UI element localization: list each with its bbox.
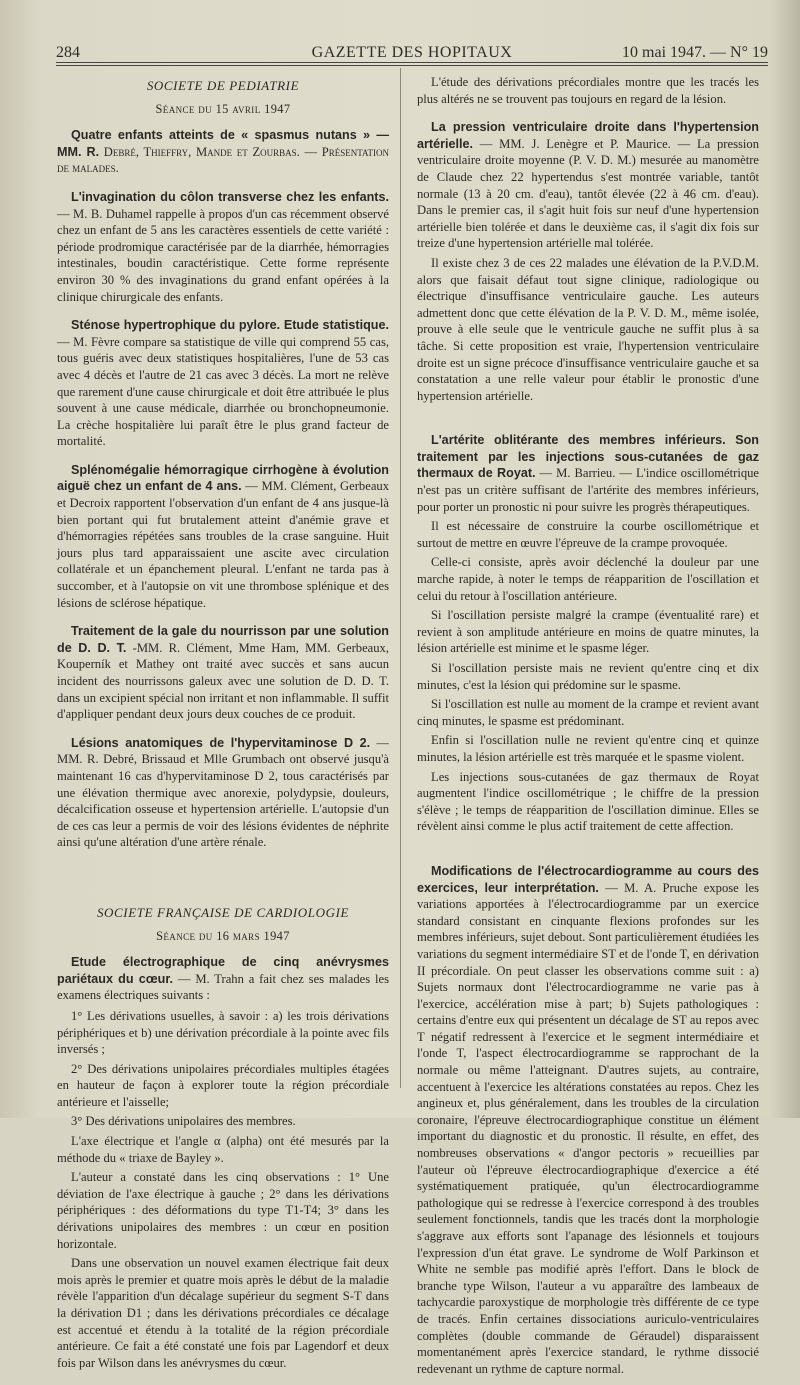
paragraph: Enfin si l'oscillation nulle ne revient qu'entre cinq et quinze minutes, la lésion artérielle est très marquée et le spasme violent. (417, 733, 759, 764)
session-date: Séance du 15 avril 1947 (155, 101, 291, 116)
article-body: -MM. R. Clément, Mme Ham, MM. Gerbeaux, Kouperník et Mathey ont traité avec succès et sans aucun incident des nourrissons galeux avec une solution de D. D. T. dans un excipient spécial non irritant et non inflammable. Il suffit d'appliquer pendant deux jours deux couches de ce produit. (57, 640, 389, 722)
article (417, 432, 759, 515)
page-number: 284 (56, 44, 80, 61)
article-title: Traitement de la gale du nourrisson par une solution de D. D. T. (57, 624, 389, 655)
article-body: — M. Fèvre compare sa statistique de ville qui comprend 55 cas, tous guéris avec deux statistiques hospitalières, l'une de 53 cas avec 4 décès et l'autre de 21 cas avec 3 décès. La mort ne relève que rarement d'une cause chirurgicale et doit être attribuée le plus souvent à une cause médicale, diarrhée ou bronchopneumonie. La crèche hospitalière lui paraît être le plus grand facteur de mortalité. (57, 334, 389, 449)
paragraph: Si l'oscillation est nulle au moment de la crampe et revient avant cinq minutes, le spasme est prédominant. (417, 697, 759, 728)
article-body: — MM. R. Debré, Brissaud et Mlle Grumbach ont observé jusqu'à maintenant 16 cas d'hypervitaminose D 2, tous caractérisés par une élévation thermique avec anorexie, polydypsie, douleurs, décalcification osseuse et hypertension artérielle. L'autopsie d'un de ces cas leur a permis de voir des lésions évidentes de néphrite ainsi qu'une altération d'une artère rénale. (57, 735, 389, 850)
article-title: Sténose hypertrophique du pylore. Etude statistique. (71, 318, 389, 333)
list-item: 2° Des dérivations unipolaires précordiales multiples étagées en hauteur de façon à explorer toute la région précordiale antérieure et l'aisselle; (57, 1061, 389, 1109)
article (57, 462, 389, 611)
article (417, 863, 759, 1377)
article (57, 127, 389, 177)
article (57, 735, 389, 851)
paragraph: Dans une observation un nouvel examen électrique fait deux mois après le premier et quatre mois après le début de la maladie révèle l'apparition d'un décalage supérieur du segment S-T dans la dérivation D1 ; dans les dérivations précordiales ce décalage est accentué et étendu à la totalité de la région précordiale antérieure. Ce fait a été constaté une fois par Lagendorf et deux fois par Wilson dans les anévrysmes du cœur. (57, 1256, 389, 1370)
paragraph: Celle-ci consiste, après avoir déclenché la douleur par une marche rapide, à noter le temps de réapparition de l'oscillation et celui du retour à l'oscillation antérieure. (417, 555, 759, 603)
paragraph: Si l'oscillation persiste mais ne revient qu'entre cinq et dix minutes, c'est la lésion qui prédomine sur le spasme. (417, 661, 759, 692)
article (417, 119, 759, 252)
column-divider (400, 68, 401, 1088)
left-column (57, 74, 389, 1374)
article-title: L'artérite oblitérante des membres inférieurs. Son traitement par les injections sous-cutanées de gaz thermaux de Royat. (417, 433, 759, 481)
paragraph: Les injections sous-cutanées de gaz thermaux de Royat augmentent l'indice oscillométrique ; le chiffre de la pression s'élève ; le temps de réapparition de l'oscillation diminue. Elles se révèlent ainsi comme le plus actif traitement de cette affection. (417, 769, 759, 834)
article (57, 623, 389, 723)
article-body: — MM. Clément, Gerbeaux et Decroix rapportent l'observation d'un enfant de 4 ans jusque-là bien portant qui fut brutalement atteint d'anémie grave et d'hémorragies répétées sans troubles de la crase sanguine. Huit jours plus tard apparaissaient une ascite avec circulation collatérale et un épanchement pleural. L'enfant ne tarda pas à succomber, et à l'autopsie on vit une thrombose splénique et des lésions de sclérose hépatique. (57, 479, 390, 610)
article-title: Modifications de l'électrocardiogramme au cours des exercices, leur interprétation. (417, 863, 759, 895)
header-rule (56, 62, 768, 63)
article-body: — M. Trahn a fait chez ses malades les examens électriques suivants : (57, 971, 389, 1003)
article-title: Splénomégalie hémorragique cirrhogène à évolution aiguë chez un enfant de 4 ans. (57, 462, 389, 494)
article (57, 954, 389, 1004)
society-title: SOCIETE FRANÇAISE DE CARDIOLOGIE (96, 904, 350, 920)
article-title: Quatre enfants atteints de « spasmus nutans » — MM. R. (57, 128, 389, 159)
society-title: SOCIETE DE PEDIATRIE (146, 78, 300, 93)
paragraph: Il est nécessaire de construire la courbe oscillométrique et surtout de mettre en œuvre l'épreuve de la crampe provoquée. (417, 519, 759, 550)
page-header (56, 38, 768, 62)
paragraph: Si l'oscillation persiste malgré la crampe (éventualité rare) et revient à son amplitude antérieure en moins de quatre minutes, la lésion artérielle est minime et le spasme léger. (417, 608, 759, 656)
article (57, 189, 389, 305)
issue-date: 10 mai 1947. — N° 19 (622, 44, 768, 61)
header-rule-double (56, 65, 768, 66)
list-item: 1° Les dérivations usuelles, à savoir : a) les trois dérivations périphériques et b) une dérivation précordiale à la pointe avec fils inversés ; (57, 1008, 389, 1057)
article-body: — M. Barrieu. — L'indice oscillométrique n'est pas un critère suffisant de l'artérite des membres inférieurs, pour porter un pronostic ni pour suivre les progrès thérapeutiques. (417, 466, 760, 514)
right-column (417, 74, 759, 1385)
article-body: — MM. J. Lenègre et P. Maurice. — La pression ventriculaire droite moyenne (P. V. D. M.) mesurée au manomètre de Claude chez 22 hypertendus s'est montrée variable, tantôt normale (13 à 20 cm. d'eau), tantôt élevée (22 à 46 cm. d'eau). Dans le premier cas, il s'agit huit fois sur neuf d'une hypertension artérielle bien tolérée et dans le deuxième cas, il s'agit dix fois sur treize d'une hypertension artérielle mal tolérée. (417, 136, 759, 251)
paragraph: L'étude des dérivations précordiales montre que les tracés les plus altérés ne se trouvent pas toujours en regard de la lésion. (417, 75, 759, 106)
article-body: Debré, Thieffry, Mande et Zourbas. — Présentation de malades. (57, 144, 389, 176)
article-body: — M. A. Pruche expose les variations apportées à l'électrocardiogramme par un exercice standard consistant en cinquante flexions profondes sur les membres inférieurs, sujet debout. Sont particulièrement étudiées les variations du segment intermédiaire ST et de l'onde T, en dérivation II précordiale. On peut classer les observations comme suit : a) Sujets normaux dont l'électrocardiogramme ne varie pas à l'exercice, accélération mise à part; b) Sujets pathologiques : certains d'entre eux qui présentent un décalage de ST au repos avec T négatif redressent à l'exercice et le segment intermédiaire et l'onde T, l'aspect électrocardiogramme se rapprochant de la normale ou même l'atteignant. D'autres sujets, au contraire, accentuent à l'exercice les altérations constatées au repos. Chez les angineux et, plus généralement, dans les troubles de la circulation coronaire, l'épreuve électrocardiographique constitue un élément important du diagnostic et du pronostic. Il résulte, en effet, des nombreuses observations « d'angor pectoris » recueillies par l'auteur où l'épreuve électrocardiographique d'exercice a été systématiquement pratiquée, qu'un électrocardiogramme pathologique qui se redresse à l'exercice correspond à des troubles seulement fonctionnels, tandis que les tracés dont la morphologie s'aggrave aux efforts sont l'apanage des lésionnels et toujours l'expression d'un état grave. Le syndrome de Wolf Parkinson et White ne semble pas modifié après l'effort. Dans le block de branche type Wilson, l'auteur a vu apparaître des lambeaux de tachycardie paroxystique de morphologie très différente de ce type de tracés. Enfin certaines dissociations auriculo-ventriculaires complètes (double commande de Géraudel) disparaissent momentanément après l'exercice standard, le rythme dissocié redevenant un rythme de capture normal. (417, 880, 759, 1376)
session-date: Séance du 16 mars 1947 (156, 928, 290, 943)
paragraph: L'axe électrique et l'angle α (alpha) ont été mesurés par la méthode du « triaxe de Bayley ». (57, 1134, 389, 1165)
article-body: — M. B. Duhamel rappelle à propos d'un cas récemment observé chez un enfant de 5 ans les caractères essentiels de cette variété : période prodromique caractérisée par de la diarrhée, hémorragies intestinales, boudin caractéristique. Cette forme représente environ 30 % des invaginations du grand enfant opérées à la clinique chirurgicale des enfants. (57, 206, 389, 304)
journal-title: GAZETTE DES HOPITAUX (311, 44, 513, 61)
article-title: La pression ventriculaire droite dans l'hypertension artérielle. (417, 120, 759, 151)
article-title: Lésions anatomiques de l'hypervitaminose D 2. (71, 735, 371, 750)
paragraph: L'auteur a constaté dans les cinq observations : 1° Une déviation de l'axe électrique à gauche ; 2° dans les dérivations périphériques : des déformations du type T1-T4; 3° dans les dérivations unipolaires des membres : un cœur en position horizontale. (57, 1170, 389, 1251)
paragraph: Il existe chez 3 de ces 22 malades une élévation de la P.V.D.M. alors que faisait défaut tout signe clinique, radiologique ou électrique d'insuffisance ventriculaire gauche. Les auteurs admettent donc que cette élévation de la P. V. D. M., même isolée, prouve à elle seule que le ventricule gauche ne suffit plus à sa tâche. Si cette proposition est vraie, l'hypertension ventriculaire droite est un signe précoce d'insuffisance ventriculaire gauche et sa constatation a une relle valeur pour établir le pronostic d'une hypertension artérielle. (417, 255, 759, 403)
article-title: L'invagination du côlon transverse chez les enfants. (71, 189, 389, 204)
list-item: 3° Des dérivations unipolaires des membres. (71, 1114, 296, 1129)
article-title: Etude électrographique de cinq anévrysmes pariétaux du cœur. (57, 955, 389, 986)
article (57, 317, 389, 450)
